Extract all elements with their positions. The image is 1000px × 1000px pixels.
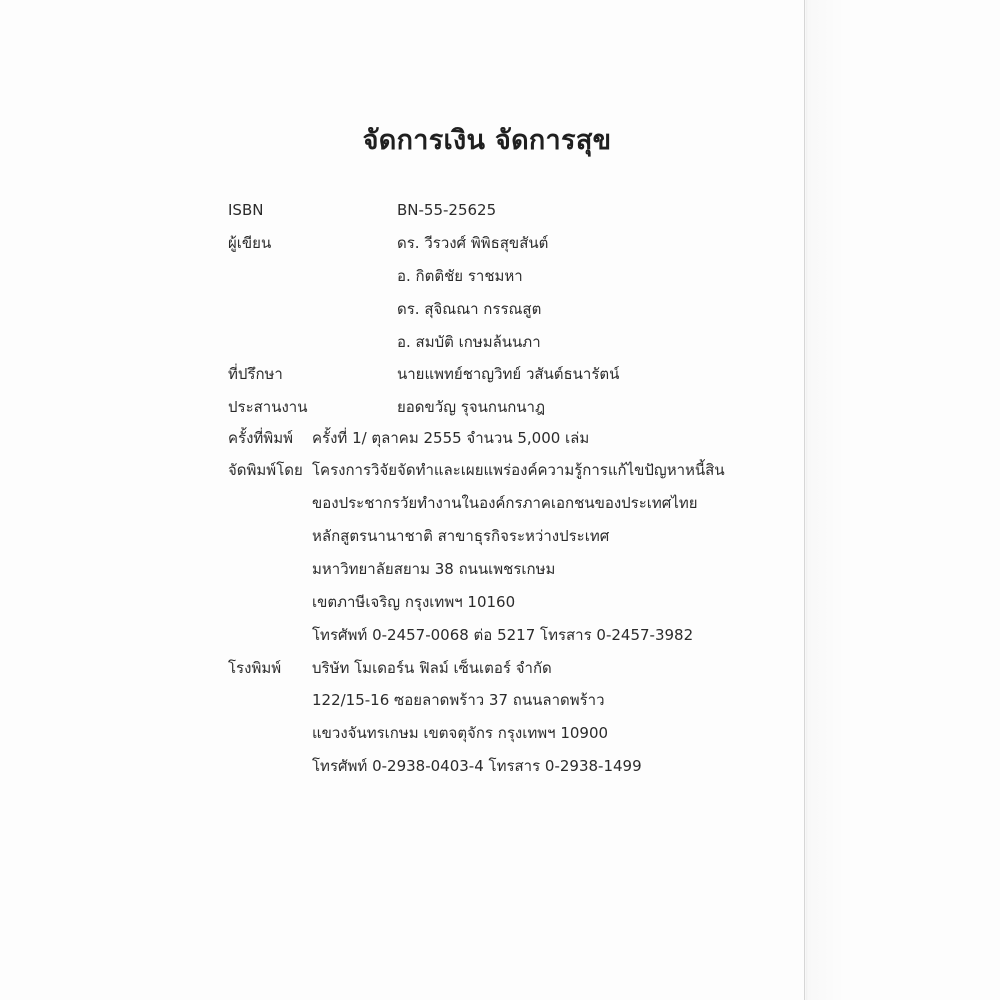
publisher-line: เขตภาษีเจริญ กรุงเทพฯ 10160 — [312, 593, 516, 611]
author-name: ดร. วีรวงศ์ พิพิธสุขสันต์ — [397, 234, 549, 252]
author-name: อ. กิตติชัย ราชมหา — [397, 267, 523, 285]
printer-line: บริษัท โมเดอร์น ฟิลม์ เซ็นเตอร์ จำกัด — [312, 659, 552, 677]
printer-label: โรงพิมพ์ — [228, 659, 282, 677]
publisher-line: ของประชากรวัยทำงานในองค์กรภาคเอกชนของประเทศไทย — [312, 494, 698, 512]
edition-label: ครั้งที่พิมพ์ — [228, 429, 293, 447]
printer-phone: โทรศัพท์ 0-2938-0403-4 โทรสาร 0-2938-1499 — [312, 757, 642, 775]
publisher-line: มหาวิทยาลัยสยาม 38 ถนนเพชรเกษม — [312, 560, 556, 578]
coordinator-value: ยอดขวัญ รุจนกนกนาฎ — [397, 398, 546, 416]
publisher-line: หลักสูตรนานาชาติ สาขาธุรกิจระหว่างประเทศ — [312, 527, 610, 545]
printer-line: 122/15-16 ซอยลาดพร้าว 37 ถนนลาดพร้าว — [312, 691, 605, 709]
publisher-label: จัดพิมพ์โดย — [228, 461, 303, 479]
isbn-value: BN-55-25625 — [397, 201, 497, 219]
edition-value: ครั้งที่ 1/ ตุลาคม 2555 จำนวน 5,000 เล่ม — [312, 429, 590, 447]
authors-label: ผู้เขียน — [228, 234, 272, 252]
author-name: อ. สมบัติ เกษมล้นนภา — [397, 333, 541, 351]
publisher-line: โครงการวิจัยจัดทำและเผยแพร่องค์ความรู้การแก้ไขปัญหาหนี้สิน — [312, 461, 725, 479]
book-title: จัดการเงิน จัดการสุข — [362, 125, 612, 156]
isbn-label: ISBN — [228, 201, 264, 219]
publisher-phone: โทรศัพท์ 0-2457-0068 ต่อ 5217 โทรสาร 0-2457-3982 — [312, 626, 694, 644]
printer-line: แขวงจันทรเกษม เขตจตุจักร กรุงเทพฯ 10900 — [312, 724, 609, 742]
advisor-label: ที่ปรึกษา — [228, 365, 283, 383]
coordinator-label: ประสานงาน — [228, 398, 308, 416]
advisor-value: นายแพทย์ชาญวิทย์ วสันต์ธนารัตน์ — [397, 365, 620, 383]
author-name: ดร. สุจิณณา กรรณสูต — [397, 300, 542, 318]
